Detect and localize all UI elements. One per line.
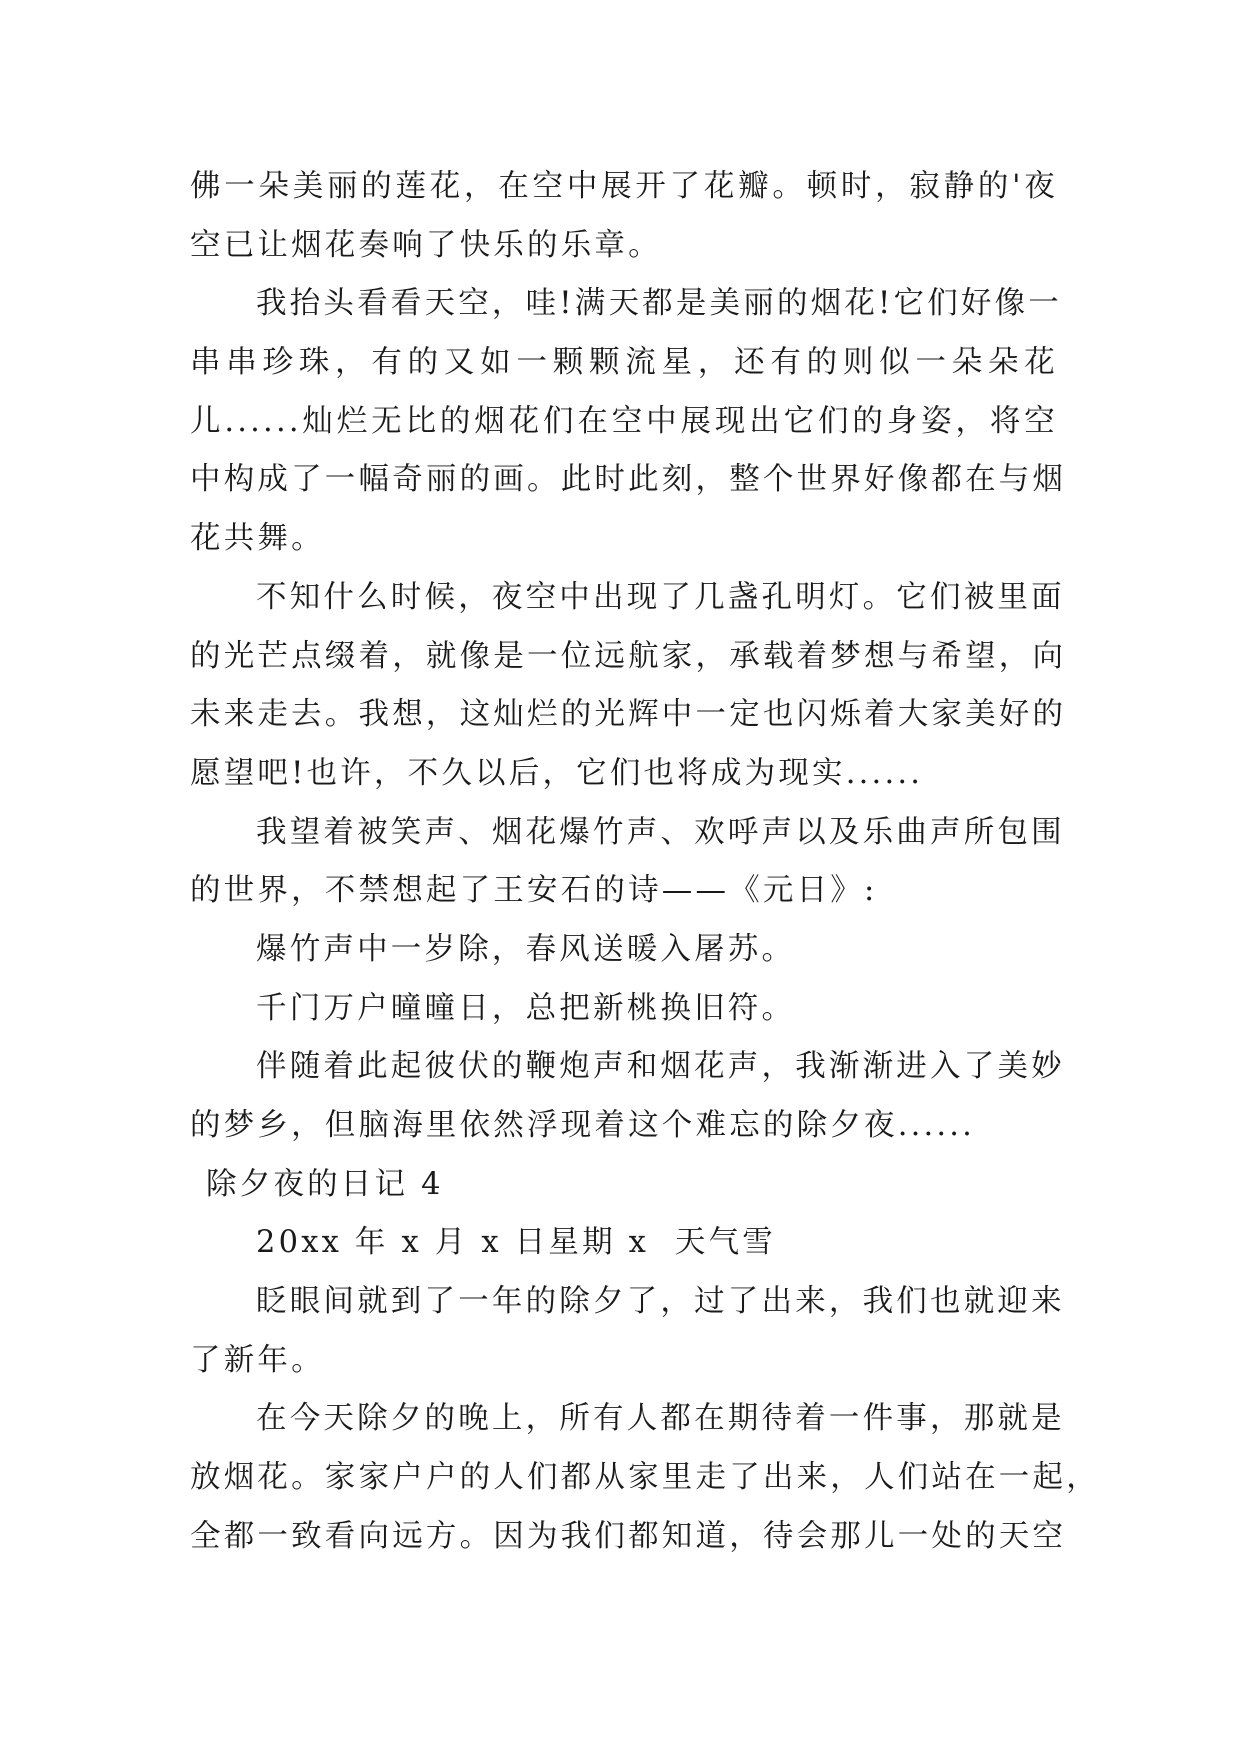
text-line: 儿......灿烂无比的烟花们在空中展现出它们的身姿，将空: [190, 403, 1058, 439]
text-line: 的梦乡，但脑海里依然浮现着这个难忘的除夕夜......: [190, 1108, 976, 1143]
paragraph-start-line: 眨眼间就到了一年的除夕了，过了出来，我们也就迎来: [256, 1284, 1065, 1320]
text-line: 了新年。: [190, 1342, 325, 1378]
text-line: 空已让烟花奏响了快乐的乐章。: [190, 227, 662, 263]
text-line: 的世界，不禁想起了王安石的诗——《元日》:: [190, 873, 878, 909]
text-line: 愿望吧!也许，不久以后，它们也将成为现实......: [190, 755, 924, 791]
text-line: 中构成了一幅奇丽的画。此时此刻，整个世界好像都在与烟: [190, 462, 1067, 498]
text-line: 的光芒点缀着，就像是一位远航家，承载着梦想与希望，向: [190, 638, 1067, 674]
section-heading: 除夕夜的日记 4: [206, 1166, 444, 1202]
paragraph-start-line: 伴随着此起彼伏的鞭炮声和烟花声，我渐渐进入了美妙: [256, 1049, 1065, 1085]
date-weather-line: 20xx 年 x 月 x 日星期 x 天气雪: [256, 1225, 776, 1261]
poem-line: 千门万户曈曈日，总把新桃换旧符。: [256, 990, 796, 1026]
text-line: 全都一致看向远方。因为我们都知道，待会那儿一处的天空: [190, 1518, 1067, 1554]
text-line: 花共舞。: [190, 521, 325, 557]
paragraph-start-line: 我抬头看看天空，哇!满天都是美丽的烟花!它们好像一: [256, 286, 1063, 322]
text-line: 放烟花。家家户户的人们都从家里走了出来，人们站在一起，: [190, 1460, 1100, 1496]
paragraph-start-line: 我望着被笑声、烟花爆竹声、欢呼声以及乐曲声所包围: [256, 814, 1065, 850]
paragraph-start-line: 在今天除夕的晚上，所有人都在期待着一件事，那就是: [256, 1401, 1065, 1437]
poem-line: 爆竹声中一岁除，春风送暖入屠苏。: [256, 931, 796, 967]
text-line: 串串珍珠，有的又如一颗颗流星，还有的则似一朵朵花: [190, 345, 1058, 381]
document-page: [190, 158, 1100, 1567]
text-line: 佛一朵美丽的莲花，在空中展开了花瓣。顿时，寂静的'夜: [190, 169, 1058, 204]
text-line: 未来走去。我想，这灿烂的光辉中一定也闪烁着大家美好的: [190, 697, 1067, 733]
paragraph-start-line: 不知什么时候，夜空中出现了几盏孔明灯。它们被里面: [256, 579, 1065, 615]
